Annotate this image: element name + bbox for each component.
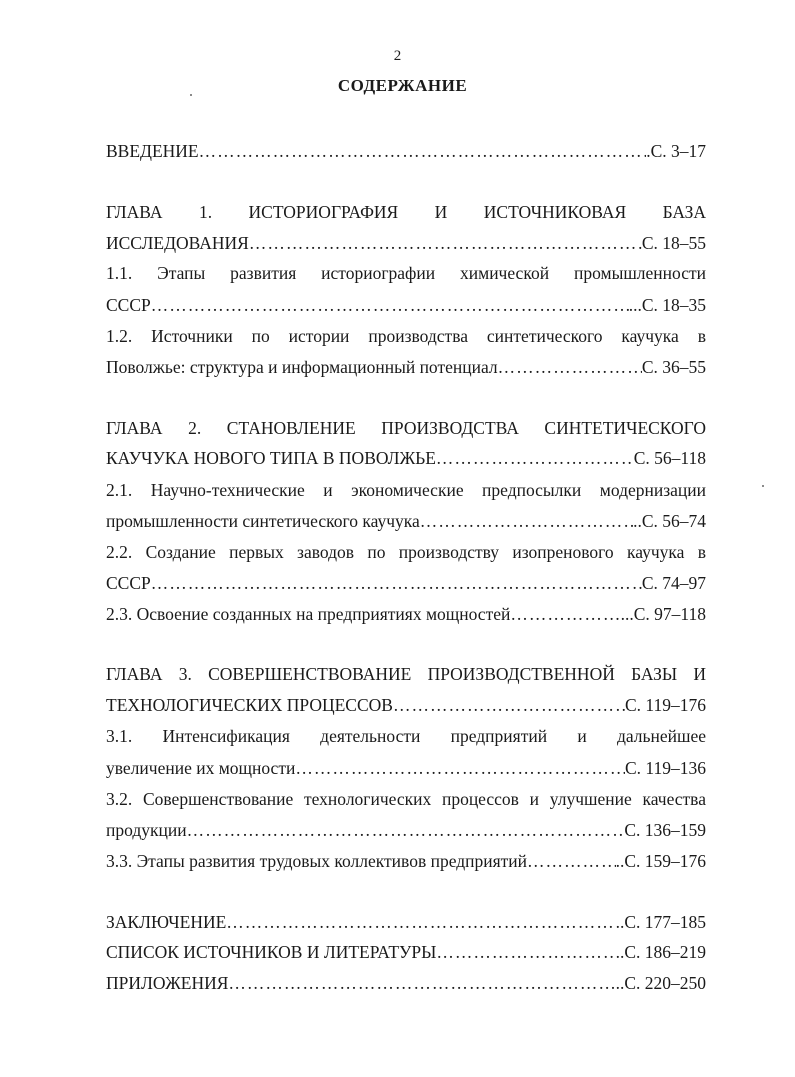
toc-label: ПРИЛОЖЕНИЯ (106, 973, 229, 993)
leader-dots (226, 911, 615, 933)
leader-dots (187, 819, 625, 841)
toc-label: продукции (106, 820, 187, 840)
toc-chapter-2-line-1: ГЛАВА 2. СТАНОВЛЕНИЕ ПРОИЗВОДСТВА СИНТЕТИЧЕСКОГО (106, 418, 706, 438)
toc-label: 3.3. Этапы развития трудовых коллективов предприятий (106, 851, 528, 871)
toc-section-2-1-line-1: 2.1. Научно-технические и экономические предпосылки модернизации (106, 480, 706, 500)
page-title: СОДЕРЖАНИЕ (337, 76, 468, 95)
leader-dots (249, 232, 642, 254)
leader-dots (199, 140, 647, 162)
leader-dots (151, 572, 642, 594)
toc-pages: С. 136–159 (624, 820, 706, 840)
leader-dots (151, 294, 629, 316)
toc-section-3-1-line-1: 3.1. Интенсификация деятельности предприятий и дальнейшее (106, 726, 706, 746)
leader-dots (498, 356, 642, 378)
toc-chapter-1-line-2 (106, 232, 706, 254)
toc-label: ТЕХНОЛОГИЧЕСКИХ ПРОЦЕССОВ (106, 695, 393, 715)
toc-chapter-3-line-2 (106, 694, 706, 716)
toc-label: СССР (106, 295, 151, 315)
toc-section-3-2-line-2 (106, 819, 706, 841)
toc-section-1-2-line-2 (106, 356, 706, 378)
leader-dots (510, 603, 620, 625)
toc-entry-intro (106, 140, 706, 162)
toc-section-2-2-line-2 (106, 572, 706, 594)
toc-pages: ..С. 220–250 (615, 973, 706, 993)
scan-speck-left (190, 94, 192, 96)
toc-pages: С. 56–118 (633, 448, 706, 468)
toc-entry-conclusion (106, 911, 706, 933)
toc-pages: ..С. 56–74 (633, 511, 706, 531)
toc-pages: С. 119–136 (624, 758, 706, 778)
toc-label: промышленности синтетического каучука (106, 511, 420, 531)
toc-section-3-1-line-2 (106, 757, 706, 779)
toc-section-3-3 (106, 850, 706, 872)
toc-entry-sources (106, 941, 706, 963)
toc-pages: ..С. 186–219 (615, 942, 706, 962)
toc-section-2-2-line-1: 2.2. Создание первых заводов по производству изопренового каучука в (106, 542, 706, 562)
leader-dots (228, 972, 615, 994)
leader-dots (436, 941, 615, 963)
toc-chapter-3-line-1: ГЛАВА 3. СОВЕРШЕНСТВОВАНИЕ ПРОИЗВОДСТВЕННОЙ БАЗЫ И (106, 664, 706, 684)
toc-section-2-1-line-2 (106, 510, 706, 532)
toc-pages: ...С. 18–35 (628, 295, 706, 315)
toc-section-1-2-line-1: 1.2. Источники по истории производства синтетического каучука в (106, 326, 706, 346)
page-number: 2 (393, 48, 402, 64)
toc-chapter-2-line-2 (106, 447, 706, 469)
leader-dots (527, 850, 616, 872)
toc-section-1-1-line-2 (106, 294, 706, 316)
toc-label: ВВЕДЕНИЕ (106, 141, 199, 161)
toc-section-2-3 (106, 603, 706, 625)
leader-dots (420, 510, 633, 532)
toc-pages: .С. 3–17 (646, 141, 706, 161)
leader-dots (393, 694, 625, 716)
toc-label: увеличение их мощности (106, 758, 296, 778)
toc-pages: ..С. 177–185 (615, 912, 706, 932)
toc-pages: С. 119–176 (624, 695, 706, 715)
leader-dots (295, 757, 625, 779)
toc-section-1-1-line-1: 1.1. Этапы развития историографии химической промышленности (106, 263, 706, 283)
leader-dots (436, 447, 634, 469)
toc-pages: С. 74–97 (641, 573, 706, 593)
toc-label: Поволжье: структура и информационный потенциал (106, 357, 498, 377)
toc-pages: С. 36–55 (641, 357, 706, 377)
toc-pages: С. 18–55 (641, 233, 706, 253)
toc-entry-appendix (106, 972, 706, 994)
toc-chapter-1-line-1: ГЛАВА 1. ИСТОРИОГРАФИЯ И ИСТОЧНИКОВАЯ БАЗА (106, 202, 706, 222)
toc-label: СПИСОК ИСТОЧНИКОВ И ЛИТЕРАТУРЫ (106, 942, 437, 962)
toc-label: КАУЧУКА НОВОГО ТИПА В ПОВОЛЖЬЕ (106, 448, 436, 468)
toc-pages: ...С. 97–118 (620, 604, 706, 624)
toc-label: ЗАКЛЮЧЕНИЕ (106, 912, 227, 932)
toc-pages: ..С. 159–176 (615, 851, 706, 871)
toc-label: 2.3. Освоение созданных на предприятиях мощностей (106, 604, 511, 624)
toc-label: ИССЛЕДОВАНИЯ (106, 233, 249, 253)
scan-speck-right (762, 485, 764, 487)
toc-label: СССР (106, 573, 151, 593)
toc-section-3-2-line-1: 3.2. Совершенствование технологических процессов и улучшение качества (106, 789, 706, 809)
